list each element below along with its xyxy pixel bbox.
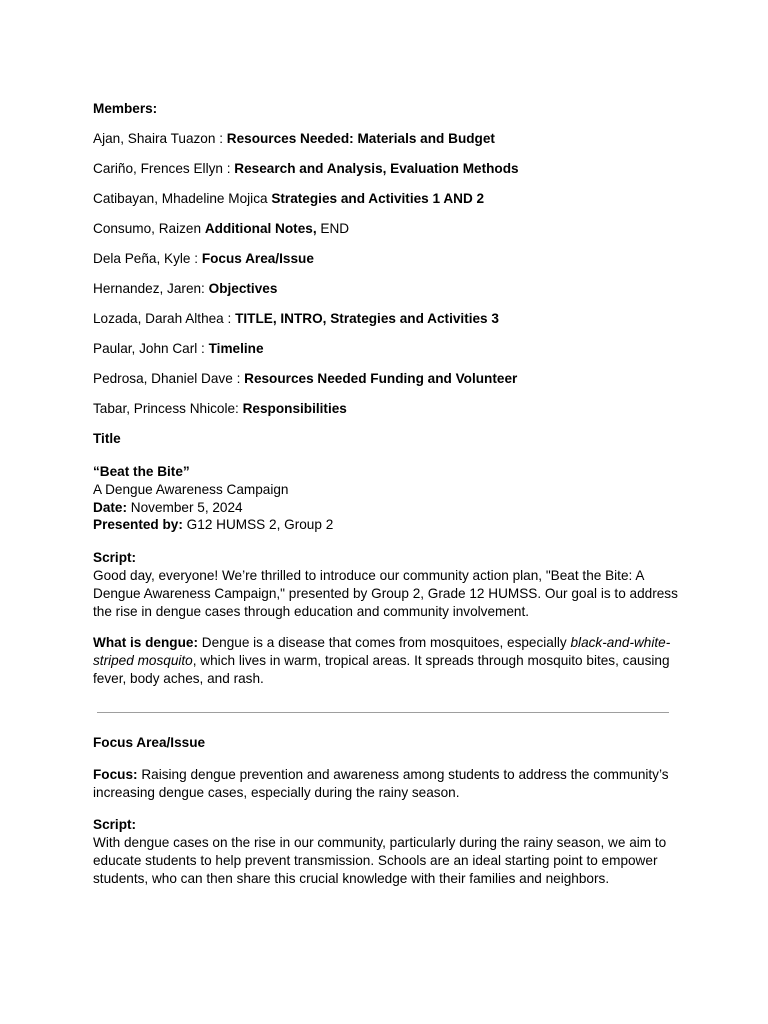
campaign-name: “Beat the Bite”	[93, 464, 190, 479]
members-heading: Members:	[93, 101, 158, 116]
member-row: Hernandez, Jaren: Objectives	[93, 281, 278, 296]
focus-script: With dengue cases on the rise in our community, particularly during the rainy season, we aim to educate students to help prevent transmission. Schools are an ideal starting point to empower students, who can then share this crucial knowledge with their families and neighbors.	[93, 835, 667, 886]
member-row: Pedrosa, Dhaniel Dave : Resources Needed Funding and Volunteer	[93, 371, 518, 386]
member-row: Catibayan, Mhadeline Mojica Strategies and Activities 1 AND 2	[93, 191, 485, 206]
member-row: Dela Peña, Kyle : Focus Area/Issue	[93, 251, 314, 266]
member-row: Paular, John Carl : Timeline	[93, 341, 264, 356]
focus-heading: Focus Area/Issue	[93, 735, 206, 750]
section-divider	[97, 712, 669, 713]
script-label: Script:	[93, 550, 137, 565]
campaign-date: Date: November 5, 2024	[93, 500, 243, 515]
title-heading: Title	[93, 431, 121, 446]
intro-script: Good day, everyone! We’re thrilled to introduce our community action plan, "Beat the Bite: A Dengue Awareness Campaign," presented by Group 2, Grade 12 HUMSS. Our goal is to address the rise in dengue cases through education and community involvement.	[93, 568, 678, 619]
member-row: Tabar, Princess Nhicole: Responsibilities	[93, 401, 347, 416]
dengue-definition: What is dengue: Dengue is a disease that comes from mosquitoes, especially black-and-white-striped mosquito, which lives in warm, tropical areas. It spreads through mosquito bites, causing fever, body aches, and rash.	[93, 635, 671, 686]
campaign-subtitle: A Dengue Awareness Campaign	[93, 482, 289, 497]
focus-script-label: Script:	[93, 817, 137, 832]
campaign-presenters: Presented by: G12 HUMSS 2, Group 2	[93, 517, 334, 532]
focus-statement: Focus: Raising dengue prevention and awareness among students to address the community’s increasing dengue cases, especially during the rainy season.	[93, 767, 669, 800]
member-row: Ajan, Shaira Tuazon : Resources Needed: Materials and Budget	[93, 131, 495, 146]
member-row: Cariño, Frences Ellyn : Research and Analysis, Evaluation Methods	[93, 161, 519, 176]
member-row: Lozada, Darah Althea : TITLE, INTRO, Strategies and Activities 3	[93, 311, 499, 326]
member-row: Consumo, Raizen Additional Notes, END	[93, 221, 350, 236]
